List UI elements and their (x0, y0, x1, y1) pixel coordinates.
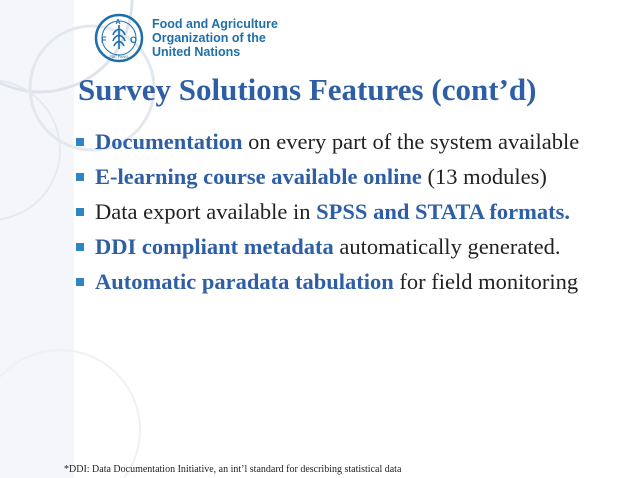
emblem-letter-f: F (101, 35, 107, 45)
bullet-text: automatically generated. (333, 234, 561, 259)
bullet-item (72, 128, 624, 155)
bullet-item (72, 163, 624, 190)
bullet-text: (13 modules) (421, 164, 547, 189)
bullet-item (72, 198, 624, 225)
square-bullet-icon (76, 243, 84, 251)
left-decor-panel (0, 0, 74, 478)
bullet-item (72, 233, 624, 260)
fao-wordmark-line-3: United Nations (152, 45, 241, 59)
bullet-highlight-text: E-learning course available online (95, 164, 422, 189)
footnote: *DDI: Data Documentation Initiative, an int’l standard for describing statistical data (64, 464, 402, 475)
square-bullet-icon (76, 138, 84, 146)
fao-wordmark (152, 17, 278, 59)
bullet-highlight-text: Documentation (95, 129, 243, 154)
feature-bullet-list (72, 128, 624, 303)
bullet-highlight-text: Automatic paradata tabulation (95, 269, 394, 294)
square-bullet-icon (76, 208, 84, 216)
bullet-item (72, 268, 624, 295)
emblem-letter-a: A (115, 19, 121, 26)
square-bullet-icon (76, 278, 84, 286)
bullet-highlight-text: DDI compliant metadata (95, 234, 334, 259)
fao-wordmark-line-2: Organization of the (152, 31, 266, 45)
emblem-letter-o: O (130, 35, 138, 45)
bullet-text: for field monitoring (393, 269, 579, 294)
bullet-highlight-text: SPSS and STATA formats. (316, 199, 570, 224)
bullet-text: on every part of the system available (242, 129, 580, 154)
bullet-text: Data export available in (95, 199, 317, 224)
fao-wordmark-line-1: Food and Agriculture (152, 17, 278, 31)
fao-emblem-icon (94, 13, 144, 63)
slide-title: Survey Solutions Features (cont’d) (78, 72, 537, 107)
square-bullet-icon (76, 173, 84, 181)
emblem-motto: FIAT PANIS (109, 55, 129, 59)
fao-logo (94, 13, 394, 63)
